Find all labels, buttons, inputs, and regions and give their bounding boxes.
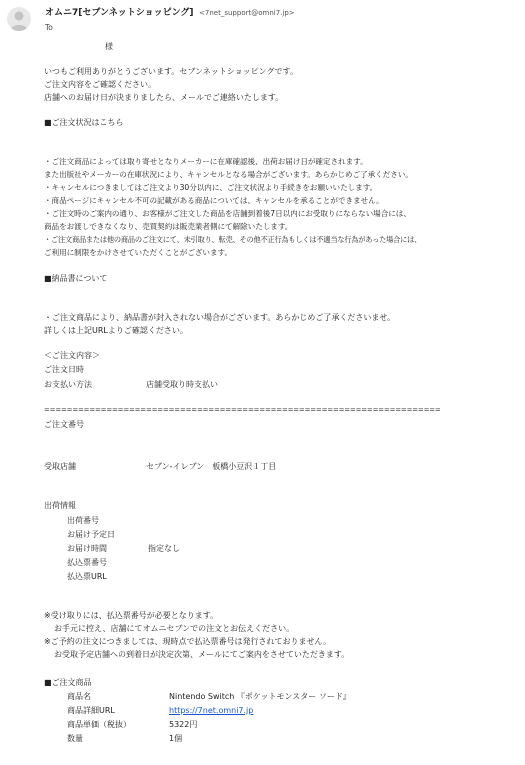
pickup-note-line: お手元に控え、店舗にてオムニセブンでの注文とお伝えください。 (54, 624, 295, 633)
intro-line: ご注文内容をご確認ください。 (44, 80, 156, 89)
product-qty-value: 1個 (169, 734, 183, 743)
product-price-label: 商品単価（税抜） (67, 720, 131, 729)
delivery-note-line: 詳しくは上記URLよりご確認ください。 (44, 326, 188, 335)
sender-email: <7net_support@omni7.jp> (199, 9, 295, 17)
payment-label: お支払い方法 (44, 380, 92, 389)
sender-avatar (7, 7, 31, 31)
sender-name: オムニ7[セブンネットショッピング] (45, 8, 194, 18)
delivery-time-label: お届け時間 (67, 544, 107, 553)
product-url-link[interactable]: https://7net.omni7.jp (169, 706, 254, 715)
pickup-note-line: ※受け取りには、払込票番号が必要となります。 (44, 611, 219, 620)
pickup-note-line: お受取予定店舗への到着日が決定次第、メールにてご案内をさせていただきます。 (54, 650, 350, 659)
status-heading: ■ご注文状況はこちら (44, 118, 124, 127)
note-line: ・ご注文商品または他の商品のご注文にて、未引取り、転売、その他不正行為もしくは不適当な行為があった場合には、 (44, 235, 422, 244)
store-label: 受取店舗 (44, 462, 76, 471)
pickup-note-line: ※ご予約の注文につきましては、現時点で払込票番号は発行されておりません。 (44, 637, 332, 646)
product-url-label: 商品詳細URL (67, 706, 115, 715)
intro-line: いつもご利用ありがとうございます。セブンネットショッピングです。 (44, 67, 298, 76)
ship-number-label: 出荷番号 (67, 516, 99, 525)
delivery-date-label: お届け予定日 (67, 530, 115, 539)
product-price-value: 5322円 (169, 720, 198, 729)
recipient-label: To (45, 23, 53, 32)
separator: ====================================================================== (44, 406, 441, 414)
store-value: セブン-イレブン 板橋小豆沢１丁目 (146, 462, 277, 471)
order-date-label: ご注文日時 (44, 365, 84, 374)
delivery-time-value: 指定なし (148, 544, 180, 553)
note-line: 商品をお渡しできなくなり、売買契約は販売業者側にて解除いたします。 (44, 222, 293, 231)
note-line: ・キャンセルにつきましてはご注文より30分以内に、ご注文状況より手続きをお願いいたします。 (44, 183, 378, 192)
sender (45, 6, 295, 20)
product-name-value: Nintendo Switch 『ポケットモンスター ソード』 (169, 692, 351, 701)
intro-line: 店舗へのお届け日が決まりましたら、メールでご連絡いたします。 (44, 93, 284, 102)
order-heading: ＜ご注文内容＞ (44, 351, 100, 360)
shipping-heading: 出荷情報 (44, 501, 76, 510)
payment-value: 店舗受取り時支払い (146, 380, 218, 389)
product-name-label: 商品名 (67, 692, 91, 701)
note-line: ・ご注文商品によっては取り寄せとなりメーカーに在庫確認後、出荷お届け日が確定されます。 (44, 157, 368, 166)
person-icon (7, 7, 31, 31)
note-line: ご利用に制限をかけさせていただくことがございます。 (44, 248, 232, 257)
delivery-note-heading: ■納品書について (44, 274, 108, 283)
note-line: ・商品ページにキャンセル不可の記載がある商品については、キャンセルを承ることができません。 (44, 196, 384, 205)
salutation: 様 (105, 42, 113, 51)
note-line: ・ご注文時のご案内の通り、お客様がご注文した商品を店舗到着後7日以内にお受取りにならない場合には、 (44, 209, 411, 218)
product-heading: ■ご注文商品 (44, 678, 92, 687)
product-qty-label: 数量 (67, 734, 83, 743)
note-line: また出版社やメーカーの在庫状況により、キャンセルとなる場合がございます。あらかじめご了承ください。 (44, 170, 413, 179)
payment-slip-number-label: 払込票番号 (67, 558, 107, 567)
order-number-label: ご注文番号 (44, 420, 84, 429)
payment-slip-url-label: 払込票URL (67, 572, 107, 581)
delivery-note-line: ・ご注文商品により、納品書が封入されない場合がございます。あらかじめご了承くださいませ。 (44, 313, 396, 322)
